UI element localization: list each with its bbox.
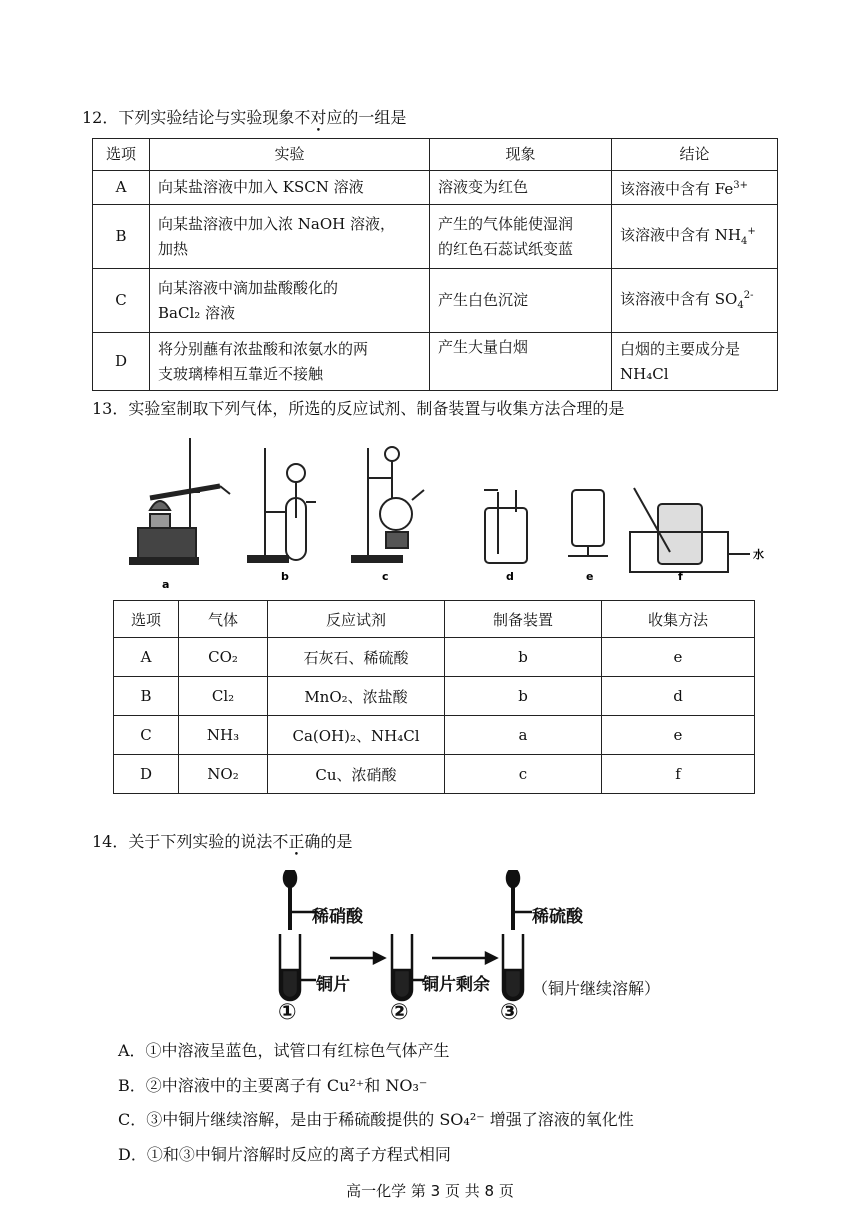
tube-number-2: ② bbox=[390, 1000, 409, 1025]
option-c: C．③中铜片继续溶解，是由于稀硫酸提供的 SO₄²⁻ 增强了溶液的氧化性 bbox=[118, 1110, 634, 1129]
gas-cell: NH₃ bbox=[179, 716, 268, 755]
table-row bbox=[93, 171, 778, 205]
apparatus-label-e: e bbox=[586, 570, 594, 583]
apparatus-d bbox=[484, 490, 527, 563]
apparatus-label-c: c bbox=[382, 570, 389, 583]
collect-cell: d bbox=[602, 677, 755, 716]
header-cell: 选项 bbox=[93, 139, 150, 171]
tube-number-1: ① bbox=[278, 1000, 297, 1025]
option-cell: C bbox=[114, 716, 179, 755]
experiment-cell: 将分别蘸有浓盐酸和浓氨水的两 支玻璃棒相互靠近不接触 bbox=[150, 333, 430, 391]
device-cell: b bbox=[445, 638, 602, 677]
dilute-nitric-label: 稀硝酸 bbox=[312, 907, 363, 927]
phenomenon-cell: 产生的气体能使湿润 的红色石蕊试纸变蓝 bbox=[430, 205, 612, 269]
apparatus-b bbox=[248, 448, 316, 562]
phenomenon-cell: 溶液变为红色 bbox=[430, 171, 612, 205]
option-cell: A bbox=[93, 171, 150, 205]
tube-number-3: ③ bbox=[500, 1000, 519, 1025]
collect-cell: f bbox=[602, 755, 755, 794]
q14-title: 14．关于下列实验的说法不正确的是 bbox=[92, 832, 353, 851]
header-cell: 结论 bbox=[612, 139, 778, 171]
table-row bbox=[93, 333, 778, 391]
copper-remaining-label: 铜片剩余 bbox=[422, 975, 490, 995]
apparatus-label-f: f bbox=[678, 570, 683, 583]
option-cell: B bbox=[114, 677, 179, 716]
conclusion-cell: 该溶液中含有 $SO_4^{2-}$ bbox=[612, 269, 778, 333]
page-footer: 高一化学 第 3 页 共 8 页 bbox=[346, 1182, 514, 1200]
reagent-cell: Cu、浓硝酸 bbox=[268, 755, 445, 794]
header-cell: 选项 bbox=[114, 601, 179, 638]
device-cell: c bbox=[445, 755, 602, 794]
option-cell: B bbox=[93, 205, 150, 269]
apparatus-figure bbox=[120, 428, 780, 598]
device-cell: b bbox=[445, 677, 602, 716]
table-row bbox=[93, 269, 778, 333]
apparatus-e bbox=[568, 490, 608, 556]
option-cell: D bbox=[114, 755, 179, 794]
option-a: A．①中溶液呈蓝色，试管口有红棕色气体产生 bbox=[118, 1041, 450, 1060]
q12-table bbox=[92, 138, 778, 391]
apparatus-f bbox=[630, 488, 750, 572]
apparatus-label-b: b bbox=[281, 570, 289, 583]
phenomenon-cell: 产生大量白烟 bbox=[430, 333, 612, 391]
copper-label: 铜片 bbox=[316, 975, 350, 995]
table-row bbox=[114, 677, 755, 716]
q13-table bbox=[113, 600, 755, 794]
table-row bbox=[114, 755, 755, 794]
table-row bbox=[114, 716, 755, 755]
header-cell: 制备装置 bbox=[445, 601, 602, 638]
option-d: D．①和③中铜片溶解时反应的离子方程式相同 bbox=[118, 1145, 451, 1164]
header-cell: 反应试剂 bbox=[268, 601, 445, 638]
experiment-cell: 向某盐溶液中加入 KSCN 溶液 bbox=[150, 171, 430, 205]
reagent-cell: MnO₂、浓盐酸 bbox=[268, 677, 445, 716]
option-cell: A bbox=[114, 638, 179, 677]
gas-cell: NO₂ bbox=[179, 755, 268, 794]
q12-title: 12．下列实验结论与实验现象不对应的一组是 bbox=[82, 108, 407, 127]
header-cell: 气体 bbox=[179, 601, 268, 638]
conclusion-cell: 该溶液中含有 $NH_4^+$ bbox=[612, 205, 778, 269]
header-cell: 现象 bbox=[430, 139, 612, 171]
header-cell: 收集方法 bbox=[602, 601, 755, 638]
collect-cell: e bbox=[602, 716, 755, 755]
q14-figure bbox=[270, 870, 690, 1030]
conclusion-cell: 该溶液中含有 $Fe^{3+}$ bbox=[612, 171, 778, 205]
header-cell: 实验 bbox=[150, 139, 430, 171]
device-cell: a bbox=[445, 716, 602, 755]
apparatus-a bbox=[130, 438, 230, 564]
table-row bbox=[93, 205, 778, 269]
option-cell: C bbox=[93, 269, 150, 333]
option-b: B．②中溶液中的主要离子有 Cu²⁺和 NO₃⁻ bbox=[118, 1076, 428, 1095]
apparatus-label-d: d bbox=[506, 570, 514, 583]
collect-cell: e bbox=[602, 638, 755, 677]
experiment-cell: 向某盐溶液中加入浓 NaOH 溶液， 加热 bbox=[150, 205, 430, 269]
apparatus-c bbox=[352, 447, 424, 562]
dilute-sulfuric-label: 稀硫酸 bbox=[532, 907, 583, 927]
experiment-cell: 向某溶液中滴加盐酸酸化的 BaCl₂ 溶液 bbox=[150, 269, 430, 333]
apparatus-label-a: a bbox=[162, 578, 170, 591]
gas-cell: Cl₂ bbox=[179, 677, 268, 716]
copper-dissolves-note: （铜片继续溶解） bbox=[532, 979, 661, 998]
water-label: 水 bbox=[753, 548, 764, 561]
table-row bbox=[114, 638, 755, 677]
q13-title: 13．实验室制取下列气体，所选的反应试剂、制备装置与收集方法合理的是 bbox=[92, 399, 625, 418]
reagent-cell: Ca(OH)₂、NH₄Cl bbox=[268, 716, 445, 755]
option-cell: D bbox=[93, 333, 150, 391]
conclusion-cell: 白烟的主要成分是 NH₄Cl bbox=[612, 333, 778, 391]
phenomenon-cell: 产生白色沉淀 bbox=[430, 269, 612, 333]
reagent-cell: 石灰石、稀硫酸 bbox=[268, 638, 445, 677]
test-tubes-drawing bbox=[270, 870, 690, 1030]
gas-cell: CO₂ bbox=[179, 638, 268, 677]
